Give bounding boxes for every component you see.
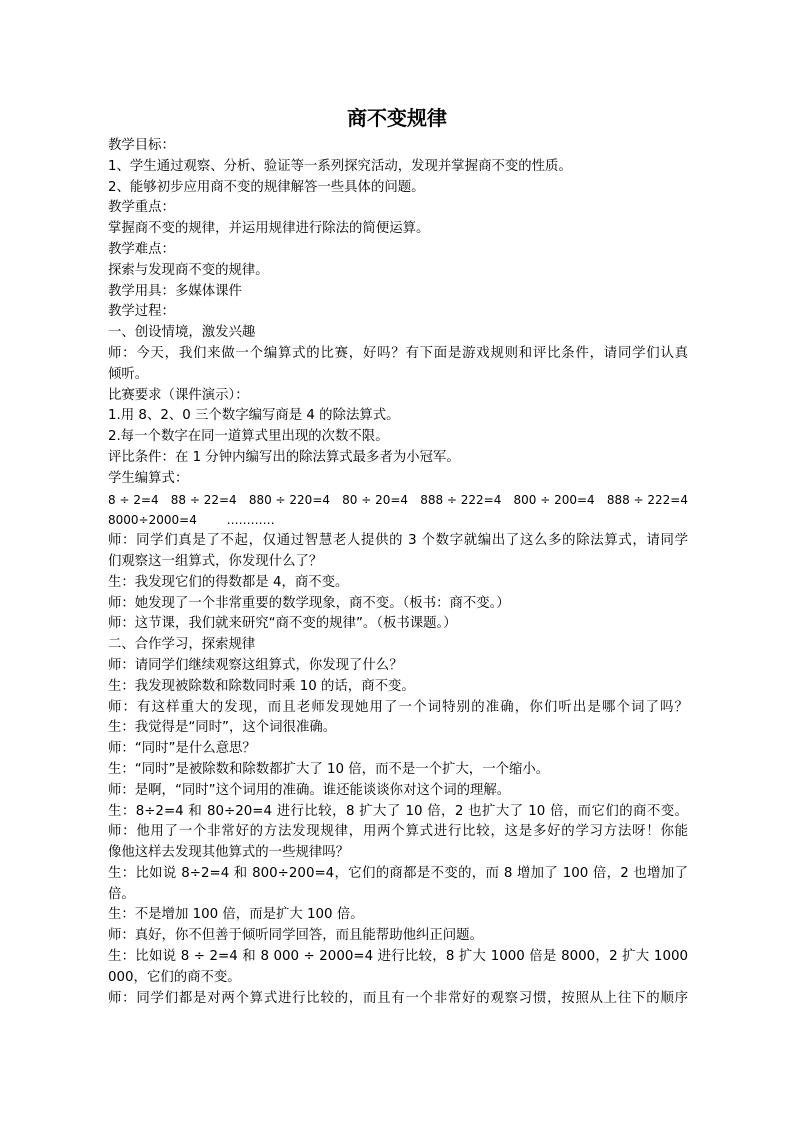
text-line: 二、合作学习，探索规律	[108, 637, 256, 653]
text-line: 一、创设情境，激发兴趣	[108, 325, 256, 341]
text-line: 1、学生通过观察、分析、验证等一系列探究活动，发现并掌握商不变的性质。	[108, 158, 572, 174]
text-line: 教学用具：多媒体课件	[108, 283, 242, 299]
equation: 80 ÷ 20=4	[342, 492, 409, 507]
equation-row	[108, 510, 688, 531]
text-line: 师：真好，你不但善于倾听同学回答，而且能帮助他纠正问题。	[108, 928, 483, 944]
text-line: 生：比如说 8 ÷ 2=4 和 8 000 ÷ 2000=4 进行比较，8 扩大 1000 倍是 8000，2 扩大 1000	[108, 949, 688, 965]
text-line: 师：有这样重大的发现，而且老师发现她用了一个词特别的准确，你们听出是哪个词了吗？	[108, 699, 688, 715]
text-line: 师：同学们都是对两个算式进行比较的，而且有一个非常好的观察习惯，按照从上往下的顺序	[108, 990, 688, 1006]
text-line: 2、能够初步应用商不变的规律解答一些具体的问题。	[108, 179, 425, 195]
text-line: 评比条件：在 1 分钟内编写出的除法算式最多者为小冠军。	[108, 449, 460, 465]
equation: 88 ÷ 22=4	[170, 492, 237, 507]
text-line: 教学难点：	[108, 241, 175, 257]
text-line: 师：是啊，“同时”这个词用的准确。谁还能谈谈你对这个词的理解。	[108, 782, 511, 798]
text-line: 探索与发现商不变的规律。	[108, 262, 269, 278]
text-line: 生：比如说 8÷2=4 和 800÷200=4，它们的商都是不变的，而 8 增加了 100 倍，2 也增加了	[108, 865, 688, 881]
text-line: 生：不是增加 100 倍，而是扩大 100 倍。	[108, 907, 364, 923]
text-line: 生：“同时”是被除数和除数都扩大了 10 倍，而不是一个扩大，一个缩小。	[108, 761, 550, 777]
equation: 800 ÷ 200=4	[513, 492, 595, 507]
text-line: 1.用 8、2、0 三个数字编写商是 4 的除法算式。	[108, 408, 400, 424]
text-line: 倍。	[108, 886, 135, 902]
text-line: 比赛要求（课件演示）：	[108, 387, 249, 403]
text-line: 像他这样去发现其他算式的一些规律吗？	[108, 845, 350, 861]
text-line: 生：我觉得是“同时”，这个词很准确。	[108, 720, 337, 736]
text-line: 师：这节课，我们就来研究“商不变的规律”。（板书课题。）	[108, 616, 457, 632]
text-line: 生：我发现它们的得数都是 4，商不变。	[108, 574, 349, 590]
text-line: 师：她发现了一个非常重要的数学现象，商不变。（板书：商不变。）	[108, 595, 510, 611]
equation: 8 ÷ 2=4	[108, 492, 159, 507]
text-line: 掌握商不变的规律，并运用规律进行除法的简便运算。	[108, 221, 430, 237]
document-body	[108, 136, 688, 1009]
text-line: 们观察这一组算式，你发现什么了？	[108, 553, 323, 569]
text-line: 师：同学们真是了不起，仅通过智慧老人提供的 3 个数字就编出了这么多的除法算式，请同学	[108, 533, 688, 549]
page-title: 商不变规律	[347, 106, 447, 130]
equation: 888 ÷ 222=4	[606, 492, 688, 507]
equation: 8000÷2000=4	[108, 513, 197, 528]
text-line: 生：8÷2=4 和 80÷20=4 进行比较，8 扩大了 10 倍，2 也扩大了 10 倍，而它们的商不变。	[108, 803, 688, 819]
text-line: 教学重点：	[108, 200, 175, 216]
equation-row	[108, 490, 688, 511]
text-line: 生：我发现被除数和除数同时乘 10 的话，商不变。	[108, 678, 415, 694]
text-line: 师：请同学们继续观察这组算式，你发现了什么？	[108, 657, 403, 673]
text-line: 倾听。	[108, 366, 149, 382]
text-line: 000，它们的商不变。	[108, 969, 241, 985]
text-line: 2.每一个数字在同一道算式里出现的次数不限。	[108, 429, 389, 445]
text-line: 师：今天，我们来做一个编算式的比赛，好吗？有下面是游戏规则和评比条件，请同学们认真	[108, 345, 688, 361]
text-line: 教学过程：	[108, 304, 175, 320]
text-line: 教学目标：	[108, 138, 175, 153]
equation: 888 ÷ 222=4	[420, 492, 502, 507]
text-line: 学生编算式：	[108, 470, 189, 486]
ellipsis: …………	[226, 513, 275, 528]
text-line: 师：“同时”是什么意思？	[108, 741, 256, 757]
equation: 880 ÷ 220=4	[248, 492, 331, 507]
text-line: 师：他用了一个非常好的方法发现规律，用两个算式进行比较，这是多好的学习方法呀！你能	[108, 824, 688, 840]
